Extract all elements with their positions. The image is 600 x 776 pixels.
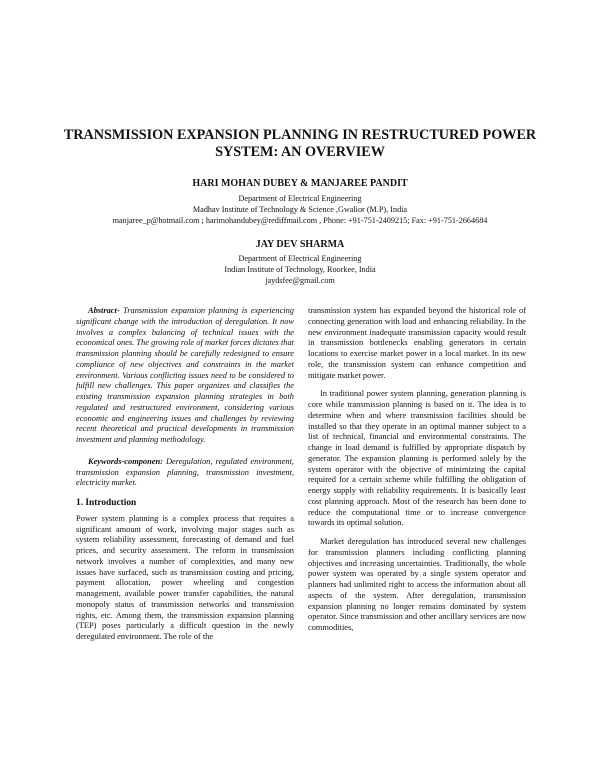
abstract-text: Transmission expansion planning is experiencing significant change with the introduction of deregulation. It now involves a complex balancing of technical issues with the economical ones. The growing role of market forces dictates that transmission planning should be carefully redesigned to ensure compliance of new objectives and constraints in the market environment. Various conflicting issues need to be considered to fulfill new challenges. This paper organizes and classifies the existing transmission expansion planning strategies in both regulated and restructured environment, considering various economic and engineering issues and challenges by reviewing recent theoretical and practical developments in transmission investment and planning methodology. — [76, 306, 294, 444]
paper-title — [60, 127, 540, 161]
affiliation-2 — [0, 254, 600, 286]
author-names-2: JAY DEV SHARMA — [255, 239, 345, 250]
keywords — [76, 457, 294, 489]
affiliation-1-institute: Madhav Institute of Technology & Science ,Gwalior (M.P), India — [192, 204, 408, 214]
section-heading-introduction: 1. Introduction — [76, 498, 137, 508]
keywords-label: Keywords-componen: — [88, 456, 163, 466]
author-names-1: HARI MOHAN DUBEY & MANJAREE PANDIT — [192, 178, 408, 189]
abstract-label: Abstract- — [88, 306, 120, 315]
affiliation-2-dept: Department of Electrical Engineering — [238, 254, 362, 263]
keywords-text: Deregulation, regulated environment, transmission expansion planning, transmission investment, electricity market. — [76, 456, 294, 488]
affiliation-2-email: jaydsfee@gmail.com — [265, 275, 335, 285]
affiliation-1-contact: manjaree_p@hotmail.com ; harimohandubey@rediffmail.com , Phone: +91-751-2409215; Fax: +91-751-2664684 — [112, 215, 488, 225]
right-column — [308, 306, 526, 634]
affiliation-1 — [0, 194, 600, 226]
right-paragraph-1: transmission system has expanded beyond the historical role of connecting generation with load and enhancing reliability. In the new environment inadequate transmission capacity would result in transmission bottlenecks enabling generators in certain locations to exercise market power in a local market. In its new role, the transmission system can enhance competition and mitigate market power. — [308, 306, 526, 380]
title-line-1: TRANSMISSION EXPANSION PLANNING IN RESTRUCTURED POWER — [63, 127, 537, 143]
affiliation-1-dept: Department of Electrical Engineering — [238, 194, 362, 203]
intro-paragraph-1: Power system planning is a complex process that requires a significant amount of work, involving major stages such as system reliability assessment, forecasting of demand and fuel prices, and security assessment. The reform in transmission network involves a number of complexities, and many new issues have surfaced, such as transmission costing and pricing, payment allocation, power wheeling and congestion management, available power transfer capabilities, the natural monopoly status of transmission networks and transmission rights, etc. Among them, the transmission expansion planning (TEP) poses particularly a difficult question in the newly deregulated environment. The role of the — [76, 513, 294, 641]
right-paragraph-3: Market deregulation has introduced several new challenges for transmission planners including conflicting planning objectives and increasing uncertainties. Traditionally, the whole power system was operated by a single system operator and planners had unlimited right to access the information about all aspects of the system. After deregulation, transmission expansion planning no longer remains dominated by system operator. Since transmission and other ancillary services are now commodities, — [308, 537, 526, 632]
abstract — [76, 306, 294, 446]
right-paragraph-2: In traditional power system planning, generation planning is core while transmission planning is based on it. The idea is to determine when and where transmission facilities should be installed so that they operate in an optimal manner subject to a list of technical, financial and environmental constraints. The change in load demand is fulfilled by appropriate dispatch by generator. The expansion planning is performed solely by the system operator with the objective of minimizing the capital required for a certain scheme while fulfilling the obligation of energy supply with reliability requirements. It is basically least cost planning approach. Most of the research has been done to reduce the computational time or to increase convergence towards its optimal solution. — [308, 389, 526, 528]
affiliation-2-institute: Indian Institute of Technology, Roorkee, India — [224, 264, 376, 274]
title-line-2: SYSTEM: AN OVERVIEW — [215, 144, 385, 160]
left-column — [76, 306, 294, 643]
